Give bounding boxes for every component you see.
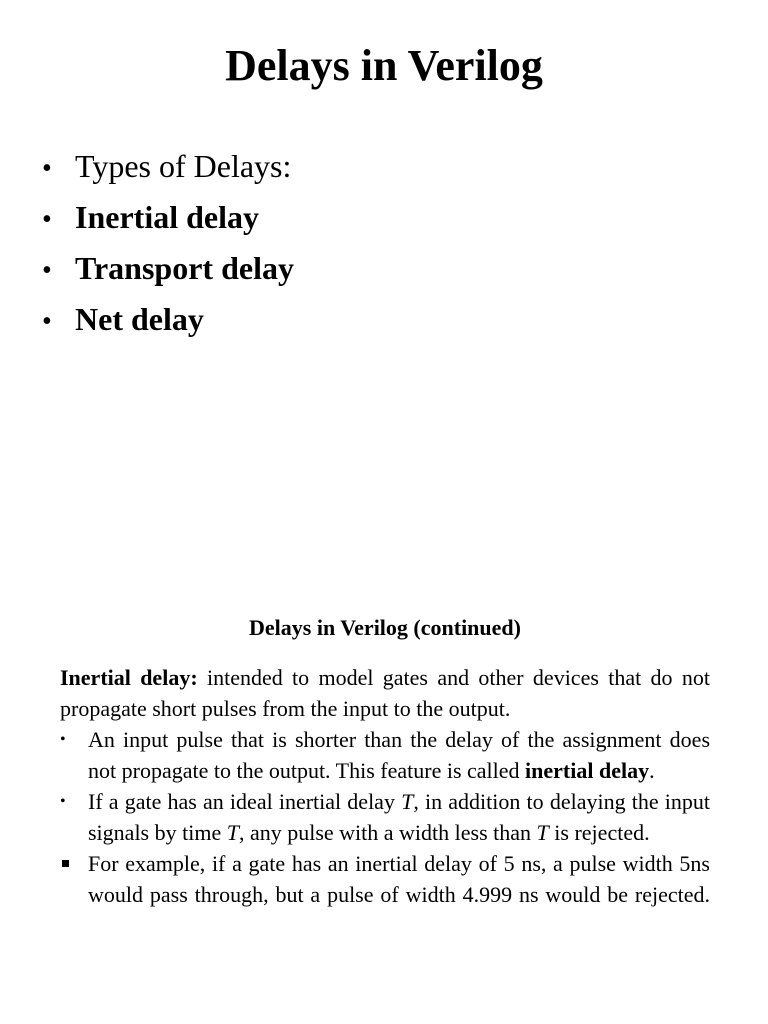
item-text: An input pulse that is shorter than the delay of the assignment does not propagate to the output. This feature is called (88, 727, 710, 783)
list-item-text: Transport delay (75, 250, 294, 286)
list-item (60, 786, 710, 848)
bullet-dot: • (42, 204, 52, 235)
italic-var: T (401, 789, 414, 814)
list-item-text: Types of Delays: (75, 148, 292, 184)
list-item (42, 295, 294, 346)
item-text: , any pulse with a width less than (238, 820, 537, 845)
item-text: If a gate has an ideal inertial delay (88, 789, 402, 814)
item-text: For example, if a gate has an inertial delay of 5 ns, a pulse width 5ns would pass through, but a pulse of width 4.999 ns would be rejected. (88, 851, 710, 907)
list-item-text: Inertial delay (75, 199, 259, 235)
delay-types-list (42, 142, 294, 346)
intro-text: intended to model gates and other devices that do not propagate short pulses from the input to the output. (60, 665, 710, 721)
list-item (60, 724, 710, 786)
list-item-text: Net delay (75, 301, 204, 337)
bullet-dot: • (42, 306, 52, 337)
square-bullet-icon (62, 860, 69, 867)
list-item (42, 142, 294, 193)
list-item (42, 244, 294, 295)
bullet-dot: • (60, 793, 66, 810)
bullet-dot: • (42, 255, 52, 286)
continued-section (60, 612, 710, 910)
page-title: Delays in Verilog (225, 41, 543, 90)
item-bold-text: inertial delay (525, 758, 650, 783)
bullet-dot: • (60, 731, 66, 748)
section-title: Delays in Verilog (continued) (249, 615, 521, 640)
italic-var: T (536, 820, 549, 845)
intro-label: Inertial delay: (60, 665, 198, 690)
intro-paragraph (60, 662, 710, 724)
bullet-dot: • (42, 153, 52, 184)
item-text: . (649, 758, 655, 783)
list-item (42, 193, 294, 244)
italic-var: T (226, 820, 239, 845)
item-text: , in addition to delaying the input signals by time (88, 789, 710, 845)
item-text: is rejected. (548, 820, 650, 845)
list-item (60, 848, 710, 910)
detail-list (60, 724, 710, 910)
